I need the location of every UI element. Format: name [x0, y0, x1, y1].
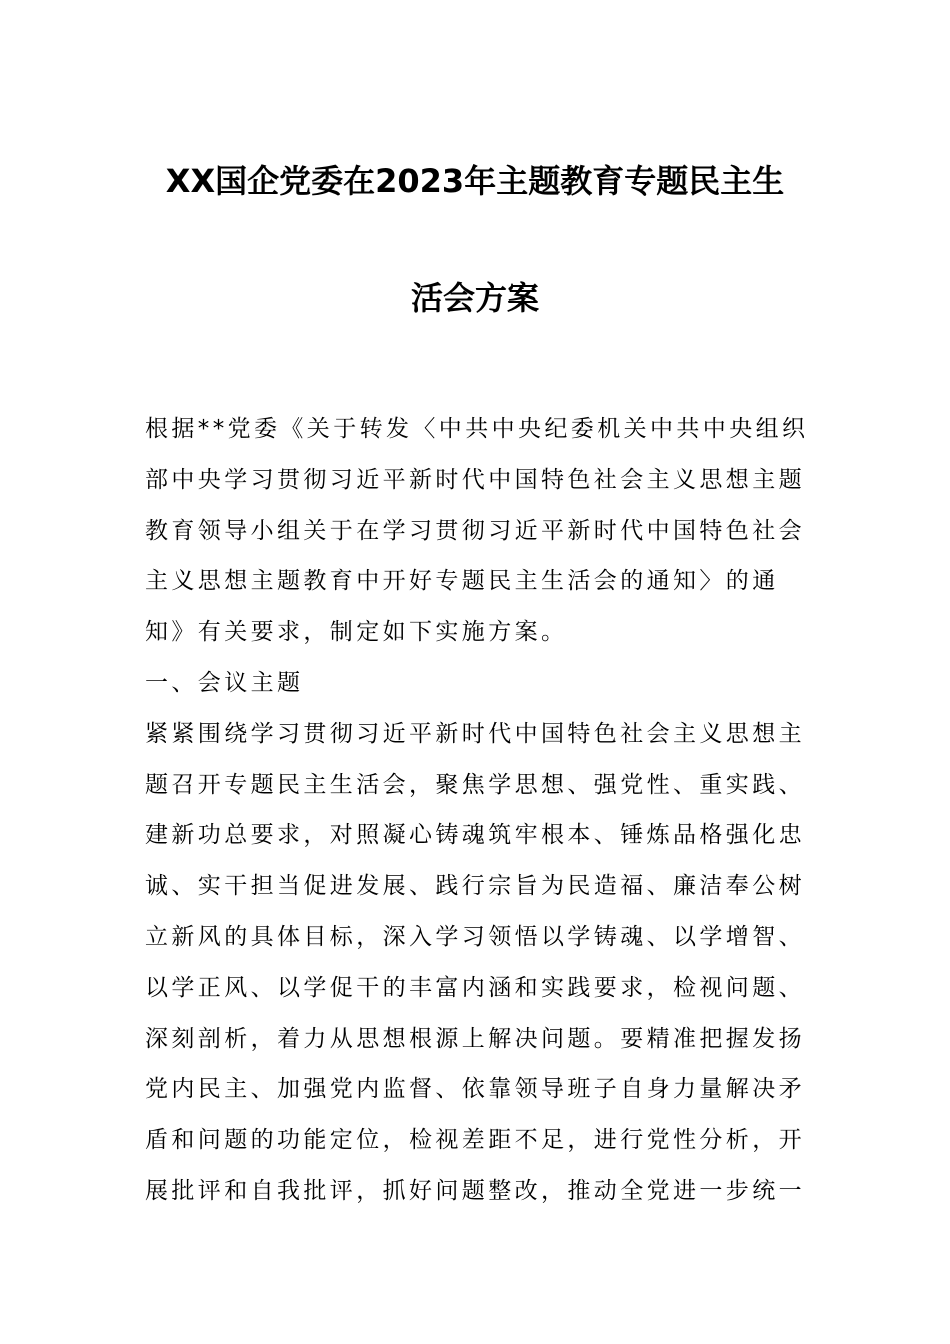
- text-line: 党内民主、加强党内监督、依靠领导班子自身力量解决矛: [145, 1076, 805, 1103]
- text-line: 部中央学习贯彻习近平新时代中国特色社会主义思想主题: [145, 466, 805, 493]
- document-title-line-1: XX国企党委在2023年主题教育专题民主生: [165, 162, 785, 200]
- document-body: [145, 404, 810, 1217]
- text-line: 以学正风、以学促干的丰富内涵和实践要求，检视问题、: [145, 974, 805, 1001]
- text-line: 诚、实干担当促进发展、践行宗旨为民造福、廉洁奉公树: [145, 873, 805, 900]
- section-heading-meeting-theme: [145, 658, 810, 709]
- text-line: 立新风的具体目标，深入学习领悟以学铸魂、以学增智、: [145, 923, 805, 950]
- paragraph-intro: [145, 404, 810, 658]
- text-line: 紧紧围绕学习贯彻习近平新时代中国特色社会主义思想主: [145, 720, 805, 747]
- text-line: 盾和问题的功能定位，检视差距不足，进行党性分析，开: [145, 1127, 805, 1154]
- paragraph-meeting-theme: [145, 709, 810, 1217]
- text-line: 展批评和自我批评，抓好问题整改，推动全党进一步统一: [145, 1177, 805, 1204]
- text-line: 题召开专题民主生活会，聚焦学思想、强党性、重实践、: [145, 771, 805, 798]
- document-title-line-2: 活会方案: [410, 279, 539, 317]
- text-line: 主义思想主题教育中开好专题民主生活会的通知〉的通: [145, 568, 779, 595]
- text-line: 深刻剖析，着力从思想根源上解决问题。要精准把握发扬: [145, 1025, 805, 1052]
- text-line: 建新功总要求，对照凝心铸魂筑牢根本、锤炼品格强化忠: [145, 822, 805, 849]
- text-line: 根据**党委《关于转发〈中共中央纪委机关中共中央组织: [145, 416, 809, 442]
- text-line: 知》有关要求，制定如下实施方案。: [145, 619, 568, 646]
- text-line: 教育领导小组关于在学习贯彻习近平新时代中国特色社会: [145, 517, 805, 544]
- section-heading: 一、会议主题: [145, 669, 304, 696]
